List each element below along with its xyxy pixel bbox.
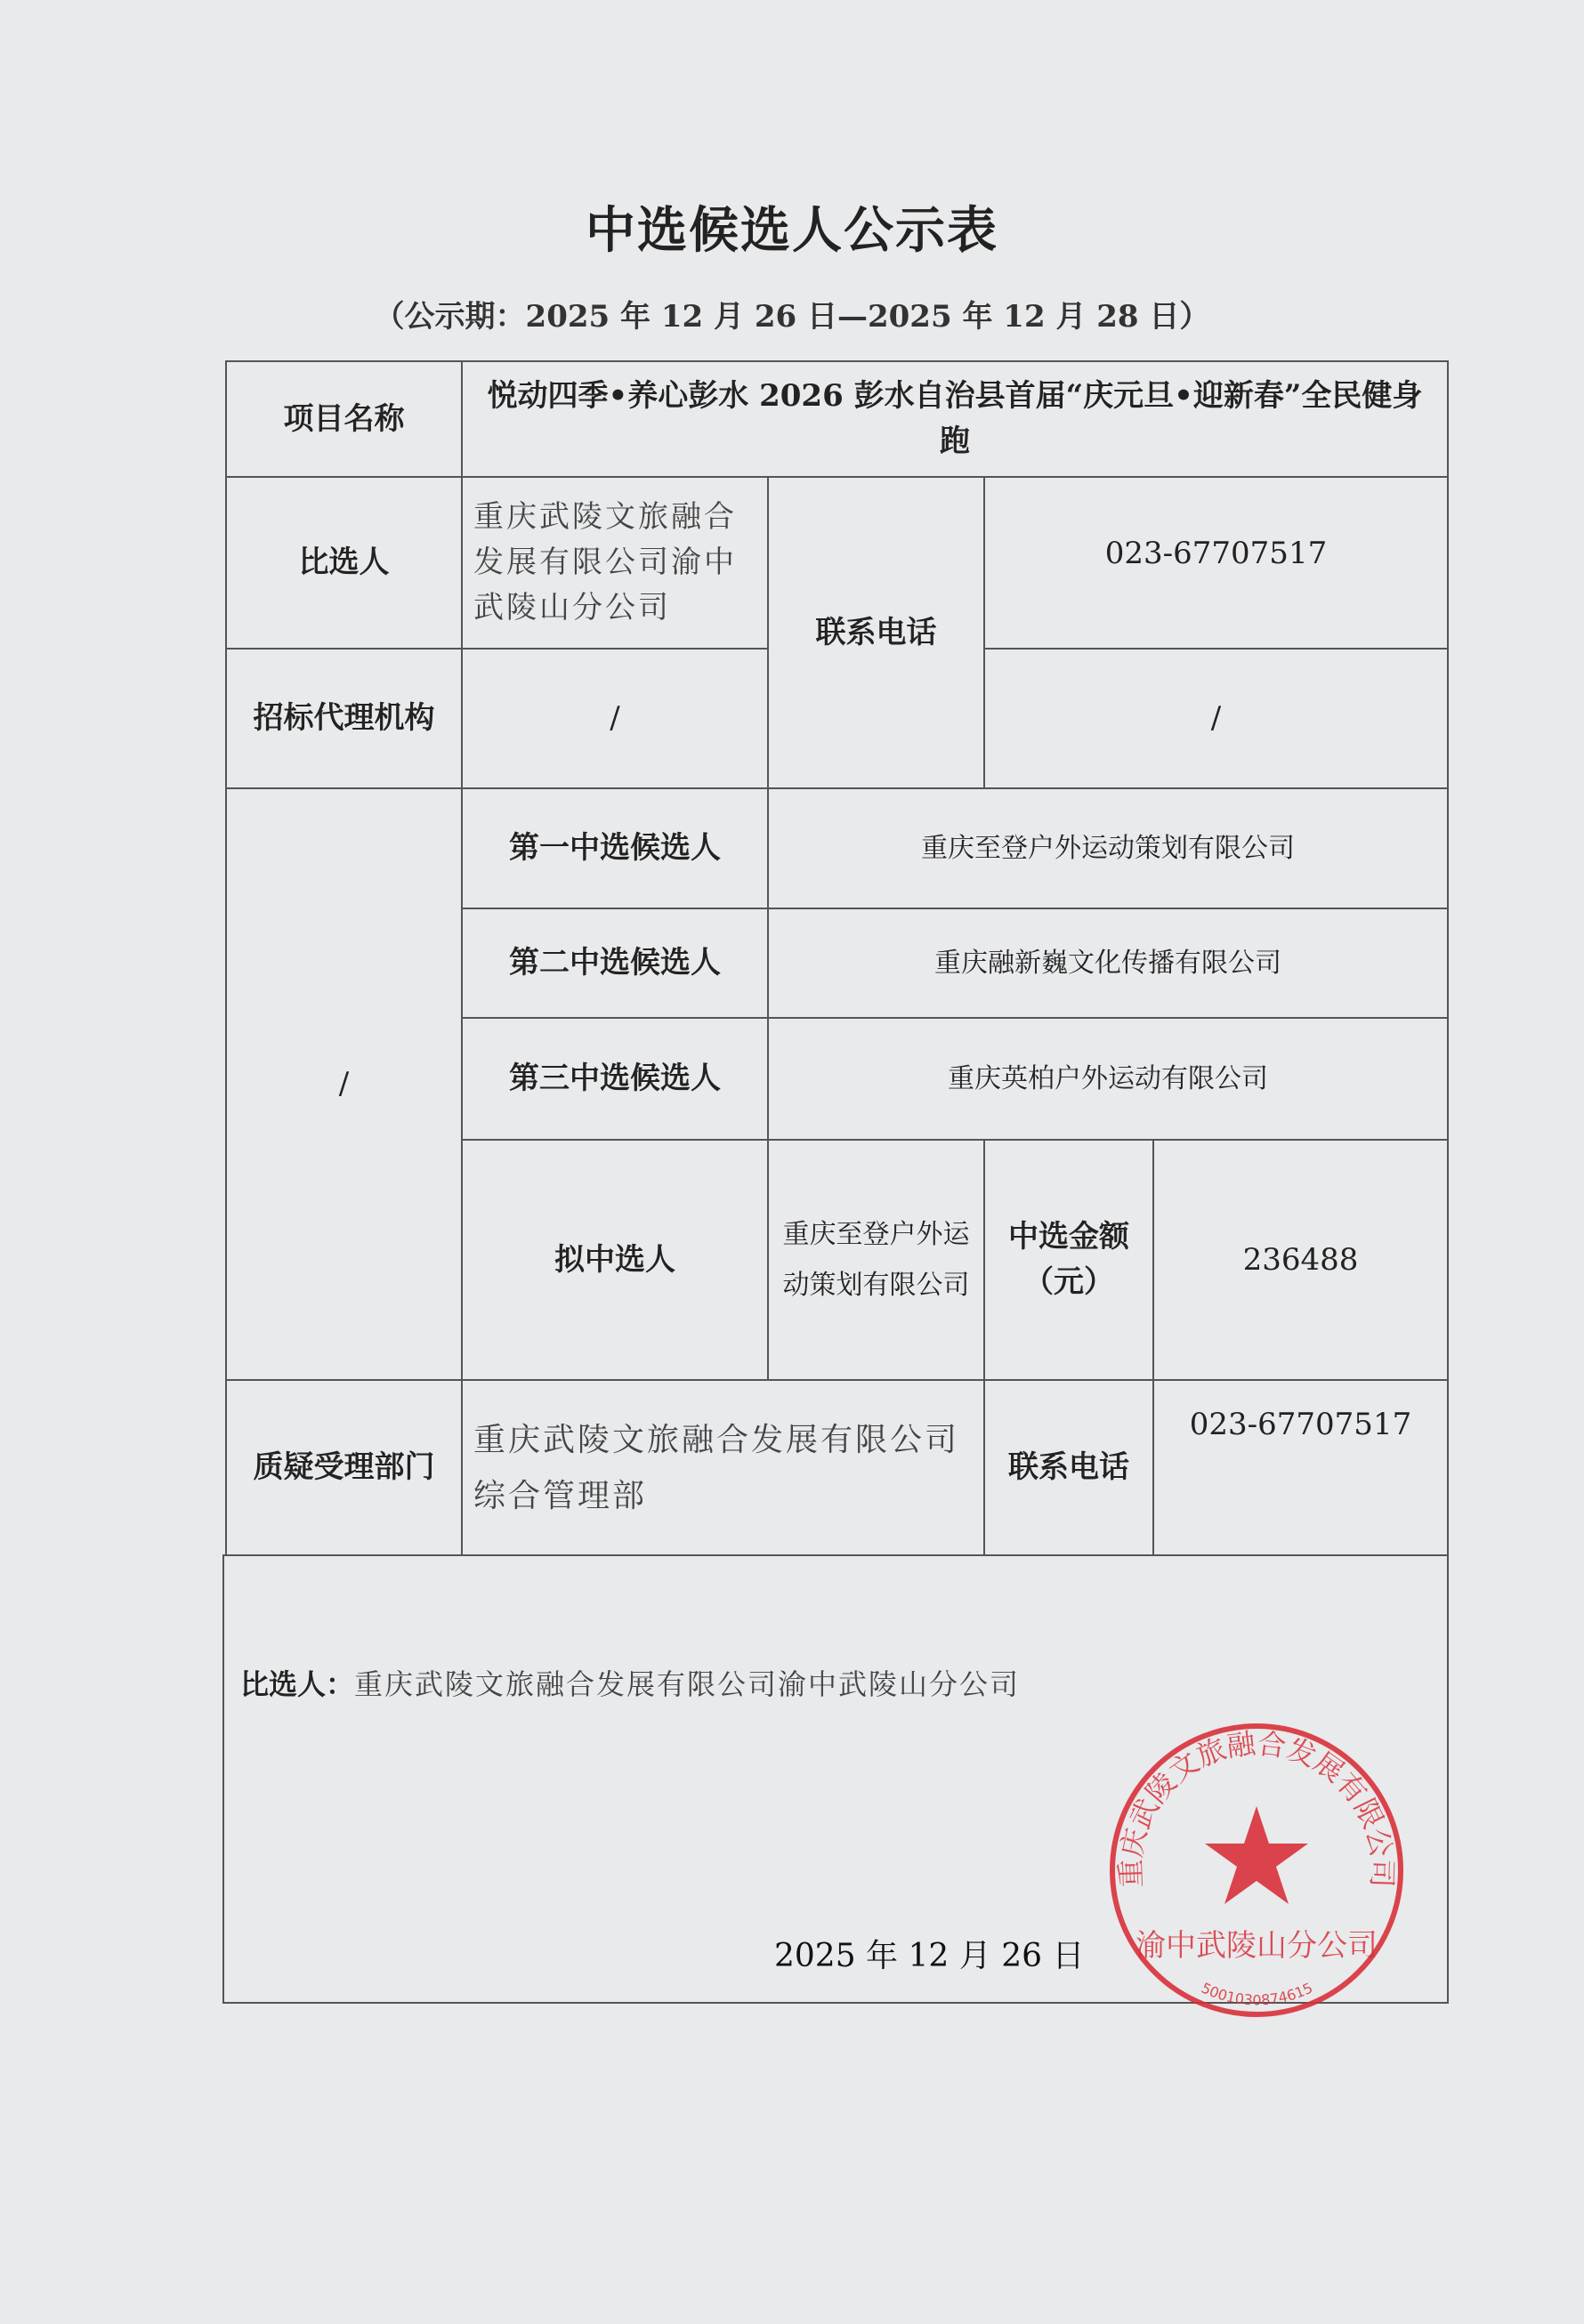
publicity-period: （公示期：2025 年 12 月 26 日—2025 年 12 月 28 日） [374,299,1210,335]
candidate-1-value: 重庆至登户外运动策划有限公司 [767,787,1449,909]
agency-value: / [461,648,769,789]
seal-code: 5001030874615 [1198,1979,1316,2009]
page-title: 中选候选人公示表 [586,201,998,260]
candidate-3-value: 重庆英柏户外运动有限公司 [767,1017,1449,1141]
amount-label: 中选金额（元） [983,1139,1154,1381]
dept-value: 重庆武陵文旅融合发展有限公司综合管理部 [461,1379,985,1556]
amount-value: 236488 [1152,1139,1449,1381]
bidder-label: 比选人 [225,476,463,650]
seal-inner-text: 渝中武陵山分公司 [1135,1928,1378,1964]
project-value: 悦动四季•养心彭水 2026 彭水自治县首届“庆元旦•迎新春”全民健身跑 [461,360,1449,478]
footer-bidder-value: 重庆武陵文旅融合发展有限公司渝中武陵山分公司 [354,1667,1021,1701]
company-seal [1103,1717,1410,2024]
star-icon [1205,1806,1308,1904]
dept-label: 质疑受理部门 [225,1379,463,1556]
dept-contact-label: 联系电话 [983,1379,1154,1556]
footer-bidder-label: 比选人： [240,1667,355,1701]
dept-phone: 023-67707517 [1152,1379,1449,1556]
footer-date: 2025 年 12 月 26 日 [774,1938,1085,1974]
footer-bidder [240,1662,1020,1703]
proposed-label: 拟中选人 [461,1139,769,1381]
candidate-2-value: 重庆融新巍文化传播有限公司 [767,908,1449,1019]
bidder-phone: 023-67707517 [983,476,1449,650]
bidder-value: 重庆武陵文旅融合发展有限公司渝中武陵山分公司 [461,476,769,650]
agency-label: 招标代理机构 [225,648,463,789]
candidate-1-label: 第一中选候选人 [461,787,769,909]
proposed-value: 重庆至登户外运动策划有限公司 [767,1139,985,1381]
seal-outer-text: 重庆武陵文旅融合发展有限公司 [1113,1726,1400,1889]
project-label: 项目名称 [225,360,463,478]
candidate-3-label: 第三中选候选人 [461,1017,769,1141]
agency-phone: / [983,648,1449,789]
candidates-slash: / [225,787,463,1381]
contact-label: 联系电话 [767,476,985,789]
candidate-2-label: 第二中选候选人 [461,908,769,1019]
